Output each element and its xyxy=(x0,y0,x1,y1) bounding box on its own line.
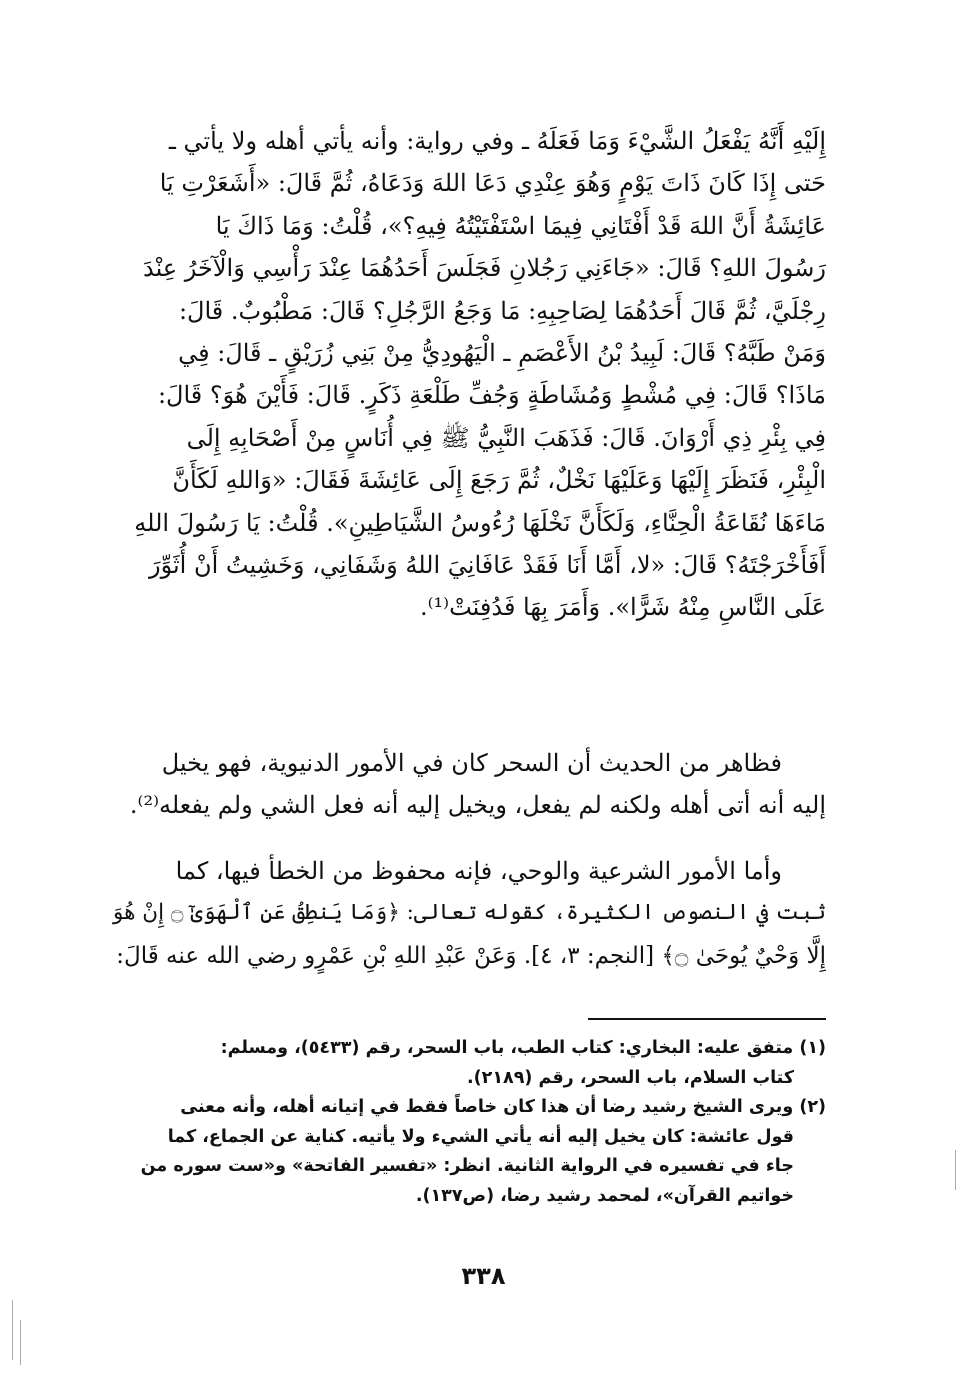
scan-edge-mark xyxy=(12,1300,13,1360)
scan-edge-mark xyxy=(20,1320,21,1365)
footnote-divider xyxy=(588,1018,826,1020)
text-line: رِجْلَيَّ، ثُمَّ قَالَ أَحَدُهُمَا لِصَاحِبِهِ: مَا وَجَعُ الرَّجُلِ؟ قَالَ: مَطْبُوبٌ. قَالَ: xyxy=(178,296,826,325)
footnote xyxy=(108,1093,826,1211)
text-line: فظاهر من الحديث أن السحر كان في الأمور الدنيوية، فهو يخيل xyxy=(161,749,782,777)
text-line: ثبت في النصوص الكثيرة، كقوله تعالى: ﴿وَمَا يَنطِقُ عَنِ ٱلْهَوَىٰٓ ۝ إِنْ هُوَ xyxy=(113,900,826,926)
text-line: عَلَى النَّاسِ مِنْهُ شَرًّا». وَأَمَرَ بِهَا فَدُفِنَتْ⁽¹⁾. xyxy=(420,593,826,622)
text-line: حَتى إِذَا كَانَ ذَاتَ يَوْمٍ وَهُوَ عِنْدِي دَعَا اللهَ وَدَعَاهُ، ثُمَّ قَالَ: «أَشَعَرْتِ يَا xyxy=(159,169,826,198)
footnote-line xyxy=(108,1093,826,1123)
footnote-text: ويرى الشيخ رشيد رضا أن هذا كان خاصاً فقط في إتيانه أهله، وأنه معنى xyxy=(180,1097,794,1117)
text-line: الْبِئْرِ، فَنَظَرَ إِلَيْهَا وَعَلَيْهَا نَخْلٌ، ثُمَّ رَجَعَ إِلَى عَائِشَةَ فَقَالَ: «وَاللهِ لَكَأَنَّ xyxy=(172,466,826,495)
footnote-line xyxy=(108,1034,826,1064)
text-line: وأما الأمور الشرعية والوحي، فإنه محفوظ من الخطأ فيها، كما xyxy=(175,857,782,885)
text-line: إِلَيْهِ أَنَّهُ يَفْعَلُ الشَّيْءَ وَمَا فَعَلَهُ ـ وفي رواية: وأنه يأتي أهله ولا يأتي ـ xyxy=(168,127,826,155)
hadith-paragraph xyxy=(108,120,826,629)
page-number: ٣٣٨ xyxy=(461,1262,506,1290)
footnote-line: جاء في تفسيره في الرواية الثانية. انظر: «تفسير الفاتحة» و«ست سوره من xyxy=(140,1156,794,1176)
footnote-number: (٢) xyxy=(799,1097,826,1117)
text-line: رَسُولَ اللهِ؟ قَالَ: «جَاءَنِي رَجُلانِ فَجَلَسَ أَحَدُهُمَا عِنْدَ رَأْسِي وَالْآخَرُ عِنْدَ xyxy=(142,254,826,283)
text-line: فِي بِئْرِ ذِي أَرْوَانَ. قَالَ: فَذَهَبَ النَّبِيُّ ﷺ فِي أُنَاسٍ مِنْ أَصْحَابِهِ إِلَى xyxy=(186,423,826,452)
footnote-line: كتاب السلام، باب السحر، رقم (٢١٨٩). xyxy=(467,1067,794,1088)
commentary-paragraph xyxy=(108,742,826,827)
footnote xyxy=(108,1034,826,1093)
text-line: عَائِشَةُ أَنَّ اللهَ قَدْ أَفْتَانِي فِيمَا اسْتَفْتَيْتُهُ فِيهِ؟»، قُلْتُ: وَمَا ذَاكَ يَا xyxy=(215,211,826,240)
commentary-paragraph xyxy=(108,850,826,977)
footnote-number: (١) xyxy=(799,1038,826,1058)
text-line: مَاذَا؟ قَالَ: فِي مُشْطٍ وَمُشَاطَةٍ وَجُفِّ طَلْعَةِ ذَكَرٍ. قَالَ: فَأَيْنَ هُوَ؟ قَالَ: xyxy=(157,381,826,410)
text-line: وَمَنْ طَبَّهُ؟ قَالَ: لَبِيدُ بْنُ الأَعْصَمِ ـ الْيَهُودِيُّ مِنْ بَنِي زُرَيْقٍ ـ قَالَ: فِي xyxy=(178,339,826,368)
footnote-text: متفق عليه: البخاري: كتاب الطب، باب السحر، رقم (٥٤٣٣)، ومسلم: xyxy=(220,1038,794,1058)
text-line: أَفَأَخْرَجْتَهُ؟ قَالَ: «لا، أَمَّا أَنَا فَقَدْ عَافَانِيَ اللهُ وَشَفَانِي، وَخَشِيتُ أَنْ أُثَوِّرَ xyxy=(148,551,826,580)
text-line: إليه أنه أتى أهله ولكنه لم يفعل، ويخيل إليه أنه فعل الشي ولم يفعله⁽²⁾. xyxy=(129,791,826,820)
footnotes xyxy=(108,1034,826,1211)
footnote-line: خواتيم القرآن»، لمحمد رشيد رضا، (ص١٣٧). xyxy=(415,1185,794,1206)
text-line: إِلَّا وَحْيٌ يُوحَىٰ ۝﴾ [النجم: ٣، ٤]. وَعَنْ عَبْدِ اللهِ بْنِ عَمْرٍو رضي الله عنه قَالَ: xyxy=(116,942,826,969)
scan-edge-mark xyxy=(955,1150,956,1190)
text-line: مَاءَهَا نُقَاعَةُ الْحِنَّاءِ، وَلَكَأَنَّ نَخْلَهَا رُءُوسُ الشَّيَاطِينِ». قُلْتُ: يَا رَسُولَ اللهِ xyxy=(134,508,826,537)
footnote-line: قول عائشة: كان يخيل إليه أنه يأتي الشيء ولا يأتيه. كناية عن الجماع، كما xyxy=(167,1126,794,1147)
